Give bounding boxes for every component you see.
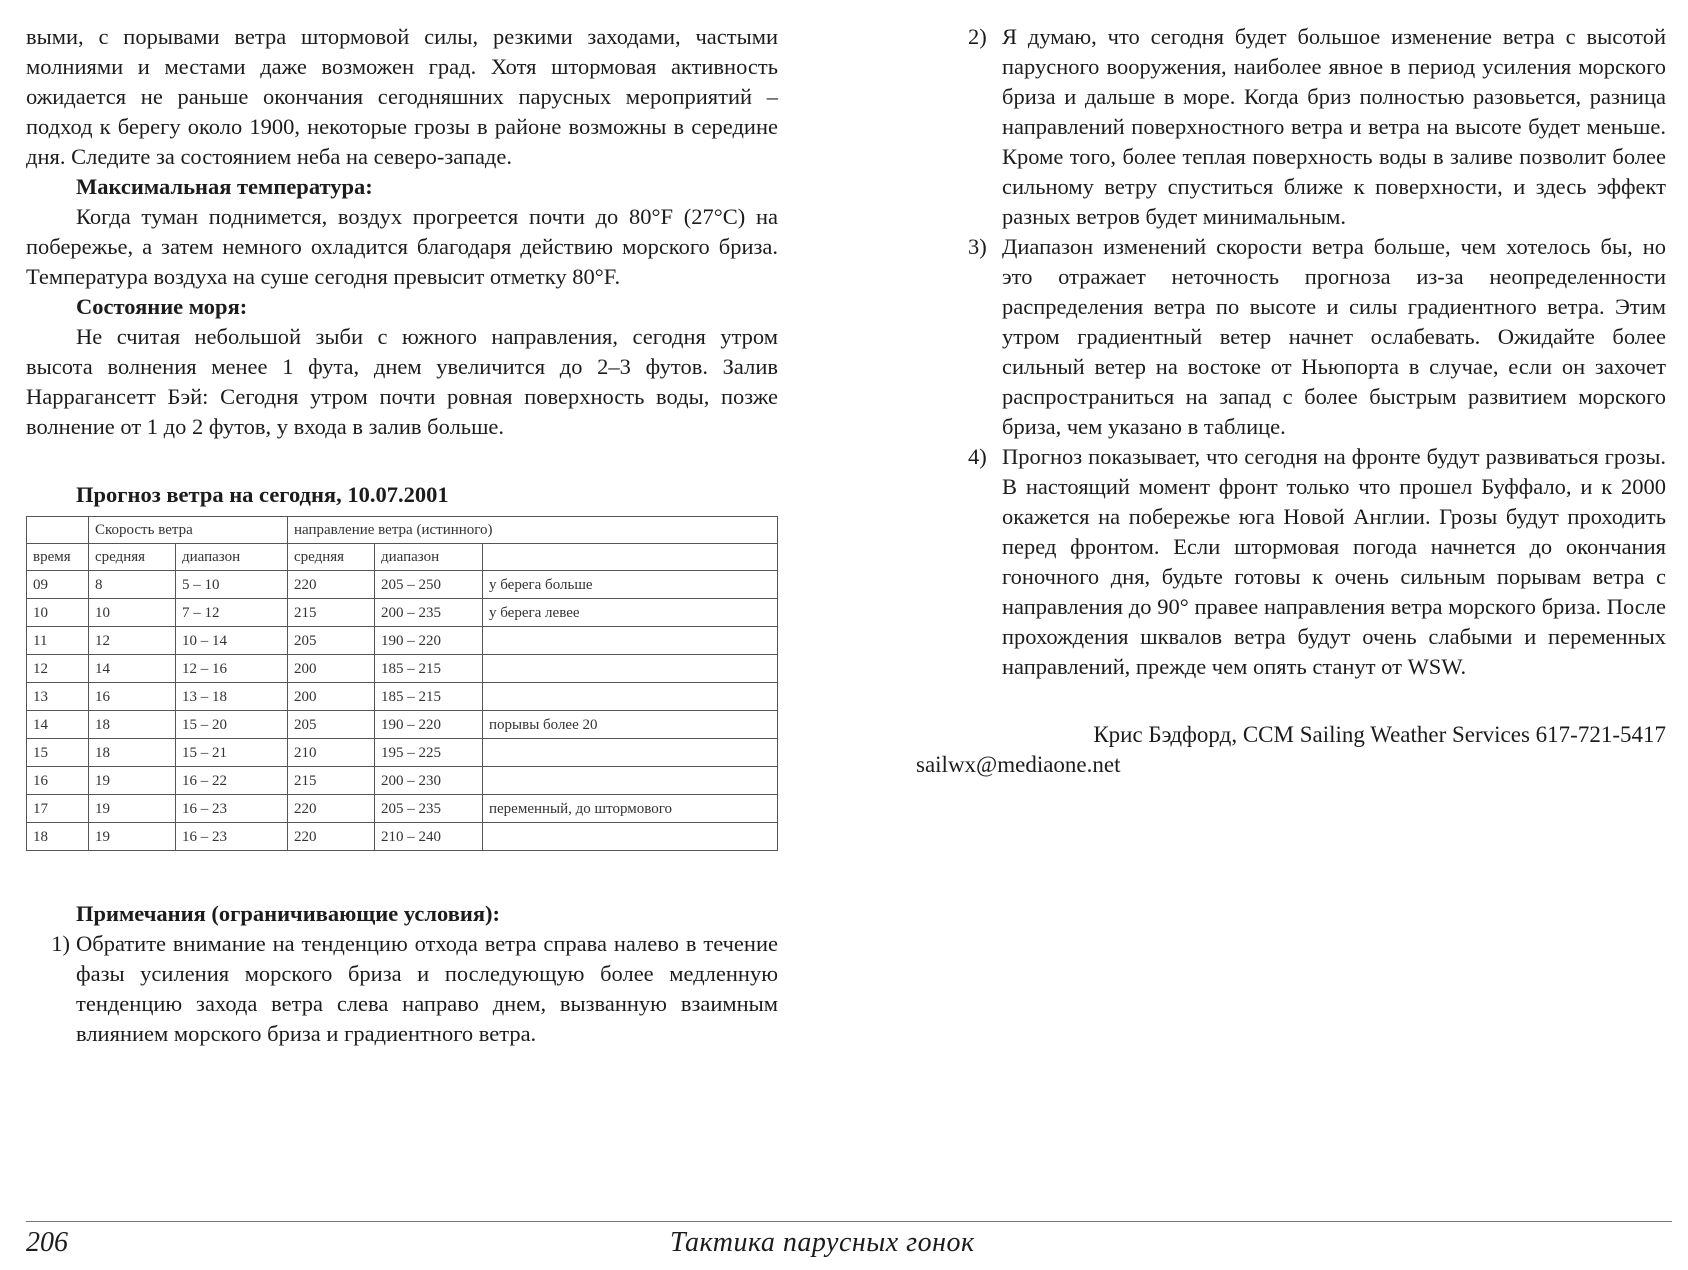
table-row xyxy=(27,823,778,851)
table-cell-time: 09 xyxy=(27,571,89,599)
table-header-dir-avg: средняя xyxy=(288,544,375,571)
table-cell-speed-range: 12 – 16 xyxy=(176,655,288,683)
max-temperature-heading: Максимальная температура: xyxy=(76,174,373,199)
table-cell-note xyxy=(483,739,778,767)
table-cell-speed-avg: 12 xyxy=(89,627,176,655)
table-cell-note xyxy=(483,655,778,683)
running-title: Тактика парусных гонок xyxy=(670,1227,975,1258)
table-cell-speed-avg: 19 xyxy=(89,823,176,851)
table-cell-speed-avg: 8 xyxy=(89,571,176,599)
table-cell-speed-avg: 18 xyxy=(89,739,176,767)
table-row xyxy=(27,627,778,655)
table-row xyxy=(27,599,778,627)
table-cell-speed-range: 16 – 23 xyxy=(176,823,288,851)
note-4 xyxy=(968,442,1666,682)
signature-author: Крис Бэдфорд, CCM Sailing Weather Services 617-721-5417 xyxy=(1093,722,1666,747)
table-cell-dir-range: 210 – 240 xyxy=(375,823,483,851)
table-header-speed-range: диапазон xyxy=(176,544,288,571)
note-1-text: Обратите внимание на тенденцию отхода ветра справа налево в течение фазы усиления морского бриза и последующую более медленную тенденцию захода ветра слева направо днем, вызванную взаимным влиянием морского бриза и градиентного ветра. xyxy=(76,931,778,1046)
table-cell-speed-avg: 19 xyxy=(89,767,176,795)
table-cell-dir-avg: 210 xyxy=(288,739,375,767)
table-cell-speed-range: 15 – 20 xyxy=(176,711,288,739)
note-2-text: Я думаю, что сегодня будет большое изменение ветра с высотой парусного вооружения, наиболее явное в период усиления морского бриза и дальше в море. Когда бриз полностью разовьется, разница направлений поверхностного ветра и ветра на высоте будет меньше. Кроме того, более теплая поверхность воды в заливе позволит более сильному ветру спуститься ближе к поверхности, и здесь эффект разных ветров будет минимальным. xyxy=(1002,24,1666,229)
table-column-header-row xyxy=(27,544,778,571)
note-3 xyxy=(968,232,1666,442)
table-header-blank xyxy=(27,517,89,544)
table-cell-dir-avg: 220 xyxy=(288,823,375,851)
table-cell-speed-range: 16 – 22 xyxy=(176,767,288,795)
table-header-speed-group: Скорость ветра xyxy=(89,517,288,544)
note-4-text: Прогноз показывает, что сегодня на фронте будут развиваться грозы. В настоящий момент фронт только что прошел Буффало, и к 2000 окажется на побережье юга Новой Англии. Грозы будут проходить перед фронтом. Если штормовая погода начнется до окончания гоночного дня, будьте готовы к очень сильным порывам ветра с направления до 90° правее направления ветра морского бриза. После прохождения шквалов ветра будут очень слабыми и переменных направлений, прежде чем опять станут от WSW. xyxy=(1002,444,1666,679)
table-cell-dir-avg: 220 xyxy=(288,571,375,599)
table-cell-time: 13 xyxy=(27,683,89,711)
table-cell-dir-avg: 215 xyxy=(288,599,375,627)
table-cell-time: 14 xyxy=(27,711,89,739)
table-cell-time: 15 xyxy=(27,739,89,767)
table-cell-speed-avg: 19 xyxy=(89,795,176,823)
table-cell-note xyxy=(483,767,778,795)
note-4-number: 4) xyxy=(968,444,987,469)
table-cell-speed-range: 13 – 18 xyxy=(176,683,288,711)
right-notes-list xyxy=(968,22,1666,682)
table-header-note xyxy=(483,544,778,571)
note-1 xyxy=(0,929,778,1049)
table-cell-dir-range: 200 – 235 xyxy=(375,599,483,627)
intro-paragraph: выми, с порывами ветра штормовой силы, резкими заходами, частыми молниями и местами даже возможен град. Хотя штормовая активность ожидается не раньше окончания сегодняшних парусных мероприятий – подход к берегу около 1900, некоторые грозы в районе возможны в середине дня. Следите за состоянием неба на северо-западе. xyxy=(26,24,778,169)
note-2 xyxy=(968,22,1666,232)
table-cell-note xyxy=(483,823,778,851)
page-number: 206 xyxy=(26,1227,68,1258)
table-header-dir-range: диапазон xyxy=(375,544,483,571)
table-group-header-row xyxy=(27,517,778,544)
note-3-number: 3) xyxy=(968,234,987,259)
table-cell-dir-avg: 215 xyxy=(288,767,375,795)
table-cell-dir-range: 195 – 225 xyxy=(375,739,483,767)
sea-state-heading: Состояние моря: xyxy=(76,294,248,319)
table-cell-note xyxy=(483,683,778,711)
table-cell-dir-range: 185 – 215 xyxy=(375,683,483,711)
table-cell-time: 11 xyxy=(27,627,89,655)
wind-forecast-title: Прогноз ветра на сегодня, 10.07.2001 xyxy=(76,482,449,507)
table-row xyxy=(27,767,778,795)
table-cell-dir-range: 205 – 250 xyxy=(375,571,483,599)
left-column xyxy=(26,22,778,1049)
table-cell-speed-range: 15 – 21 xyxy=(176,739,288,767)
table-cell-speed-range: 7 – 12 xyxy=(176,599,288,627)
table-cell-speed-avg: 14 xyxy=(89,655,176,683)
table-cell-note: у берега больше xyxy=(483,571,778,599)
table-row xyxy=(27,795,778,823)
table-cell-speed-range: 16 – 23 xyxy=(176,795,288,823)
sea-state-paragraph: Не считая небольшой зыби с южного направления, сегодня утром высота волнения менее 1 фута, днем увеличится до 2–3 футов. Залив Наррагансетт Бэй: Сегодня утром почти ровная поверхность воды, позже волнение от 1 до 2 футов, у входа в залив больше. xyxy=(26,324,778,439)
table-cell-dir-range: 185 – 215 xyxy=(375,655,483,683)
max-temperature-paragraph: Когда туман поднимется, воздух прогреется почти до 80°F (27°C) на побережье, а затем немного охладится благодаря действию морского бриза. Температура воздуха на суше сегодня превысит отметку 80°F. xyxy=(26,204,778,289)
table-cell-dir-avg: 205 xyxy=(288,627,375,655)
table-row xyxy=(27,739,778,767)
note-2-number: 2) xyxy=(968,24,987,49)
table-cell-dir-avg: 200 xyxy=(288,655,375,683)
wind-forecast-table xyxy=(26,516,778,851)
table-cell-time: 16 xyxy=(27,767,89,795)
table-header-time: время xyxy=(27,544,89,571)
table-cell-time: 18 xyxy=(27,823,89,851)
table-cell-speed-range: 10 – 14 xyxy=(176,627,288,655)
signature-email: sailwx@mediaone.net xyxy=(916,752,1121,777)
table-cell-note: порывы более 20 xyxy=(483,711,778,739)
table-cell-dir-range: 200 – 230 xyxy=(375,767,483,795)
table-cell-dir-range: 190 – 220 xyxy=(375,627,483,655)
table-cell-time: 10 xyxy=(27,599,89,627)
right-column xyxy=(916,22,1666,780)
table-cell-dir-avg: 220 xyxy=(288,795,375,823)
footer-rule xyxy=(26,1221,1672,1222)
table-row xyxy=(27,571,778,599)
table-header-direction-group: направление ветра (истинного) xyxy=(288,517,778,544)
table-cell-dir-range: 205 – 235 xyxy=(375,795,483,823)
table-cell-dir-range: 190 – 220 xyxy=(375,711,483,739)
table-row xyxy=(27,711,778,739)
table-cell-note: у берега левее xyxy=(483,599,778,627)
table-cell-dir-avg: 205 xyxy=(288,711,375,739)
signature xyxy=(916,720,1666,780)
table-cell-speed-avg: 16 xyxy=(89,683,176,711)
table-cell-speed-range: 5 – 10 xyxy=(176,571,288,599)
table-cell-speed-avg: 18 xyxy=(89,711,176,739)
table-cell-note: переменный, до штормового xyxy=(483,795,778,823)
table-cell-dir-avg: 200 xyxy=(288,683,375,711)
table-cell-speed-avg: 10 xyxy=(89,599,176,627)
notes-heading: Примечания (ограничивающие условия): xyxy=(76,901,500,926)
note-3-text: Диапазон изменений скорости ветра больше, чем хотелось бы, но это отражает неточность прогноза из-за неопределенности распределения ветра по высоте и силы градиентного ветра. Этим утром градиентный ветер начнет ослабевать. Ожидайте более сильный ветер на востоке от Ньюпорта в случае, если он захочет распространиться на запад с более быстрым развитием морского бриза, чем указано в таблице. xyxy=(1002,234,1666,439)
table-cell-note xyxy=(483,627,778,655)
note-1-number: 1) xyxy=(51,931,70,956)
table-cell-time: 17 xyxy=(27,795,89,823)
table-row xyxy=(27,655,778,683)
table-header-speed-avg: средняя xyxy=(89,544,176,571)
table-row xyxy=(27,683,778,711)
wind-table-body xyxy=(27,571,778,851)
table-cell-time: 12 xyxy=(27,655,89,683)
